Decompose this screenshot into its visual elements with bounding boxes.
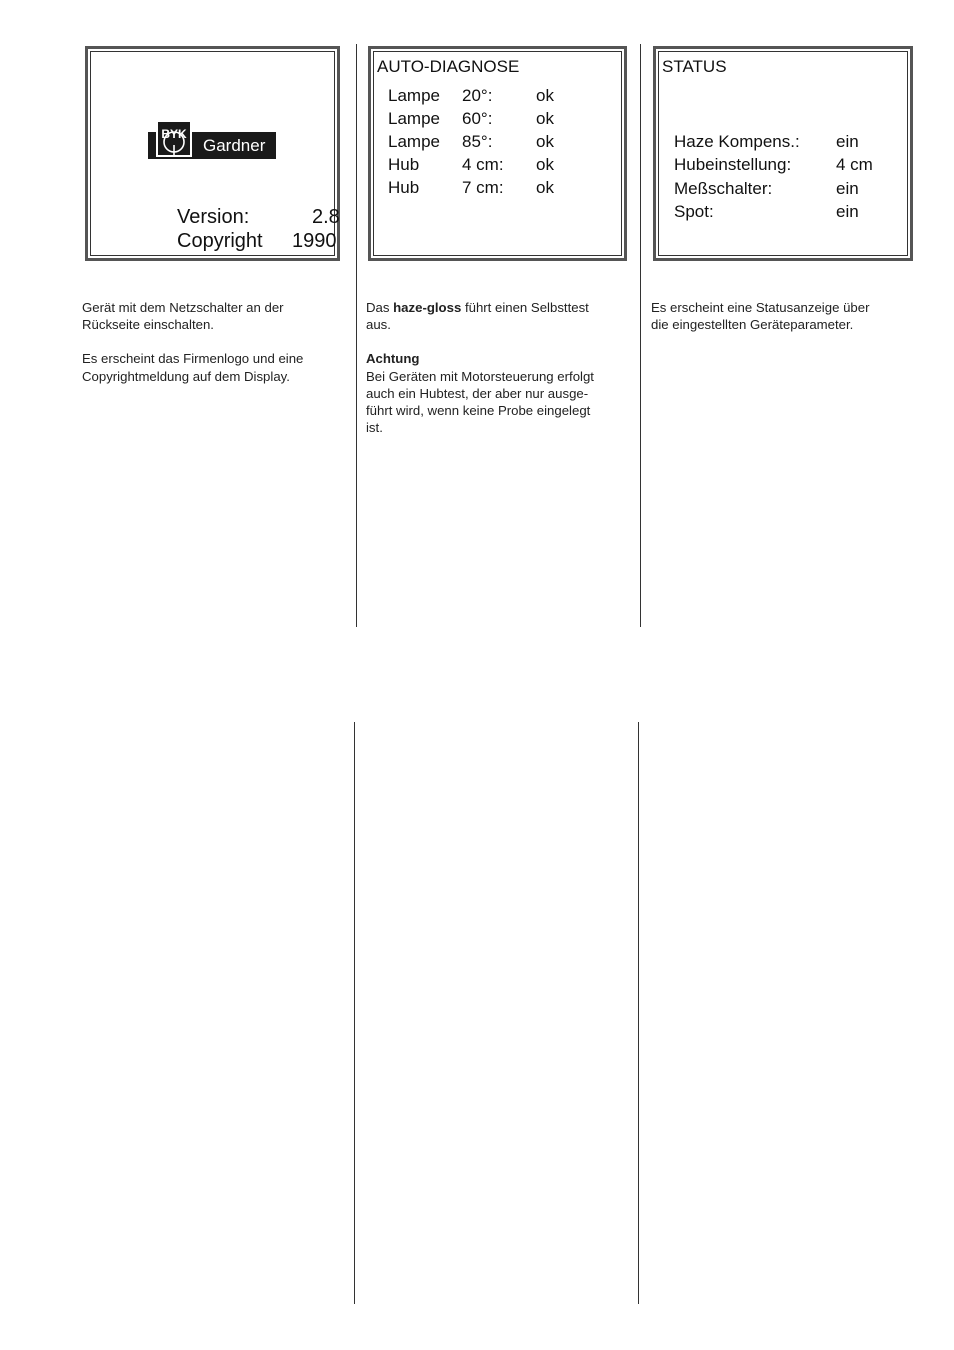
startup-display <box>85 46 340 261</box>
selftest-description <box>366 299 621 453</box>
status-value: ein <box>836 202 859 221</box>
screen-title: AUTO-DIAGNOSE <box>377 57 520 76</box>
test-name: Lampe <box>388 132 440 151</box>
test-name: Hub <box>388 178 420 197</box>
status-description <box>651 299 906 350</box>
status-value: 4 cm <box>836 155 873 174</box>
column-divider-bottom-2 <box>638 722 639 1304</box>
test-name: Hub <box>388 155 420 174</box>
startup-description <box>82 299 337 402</box>
status-label: Haze Kompens.: <box>674 132 800 151</box>
test-param: 7 cm: <box>462 178 504 197</box>
test-param: 20°: <box>462 86 493 105</box>
test-param: 4 cm: <box>462 155 504 174</box>
test-param: 85°: <box>462 132 493 151</box>
note: Achtung Bei Geräten mit Motorsteuerung erfolgt auch ein Hubtest, der aber nur ausge- führt wird, wenn keine Probe eingelegt ist. <box>366 350 621 436</box>
test-result: ok <box>536 109 554 128</box>
status-label: Spot: <box>674 202 714 221</box>
paragraph: Das haze-gloss führt einen Selbsttest aus. <box>366 300 589 333</box>
status-display <box>653 46 913 261</box>
test-result: ok <box>536 132 554 151</box>
test-name: Lampe <box>388 109 440 128</box>
test-result: ok <box>536 86 554 105</box>
screen-title: STATUS <box>662 57 727 76</box>
status-value: ein <box>836 132 859 151</box>
test-param: 60°: <box>462 109 493 128</box>
paragraph: Es erscheint das Firmenlogo und eine Copyrightmeldung auf dem Display. <box>82 351 304 384</box>
copyright-label: Copyright <box>177 230 263 252</box>
status-label: Meßschalter: <box>674 179 773 198</box>
status-value: ein <box>836 179 859 198</box>
column-divider-top-1 <box>356 44 357 627</box>
paragraph: Gerät mit dem Netzschalter an der Rückseite einschalten. <box>82 300 284 333</box>
byk-badge-icon <box>156 120 192 157</box>
version-value: 2.8 <box>312 206 340 228</box>
column-divider-top-2 <box>640 44 641 627</box>
test-result: ok <box>536 155 554 174</box>
product-name: haze-gloss <box>393 300 462 315</box>
paragraph: Es erscheint eine Statusanzeige über die eingestellten Geräteparameter. <box>651 300 870 333</box>
version-label: Version: <box>177 206 250 228</box>
byk-gardner-logo <box>148 120 276 159</box>
column-divider-bottom-1 <box>354 722 355 1304</box>
logo-wordmark: Gardner <box>203 136 266 155</box>
test-name: Lampe <box>388 86 440 105</box>
test-result: ok <box>536 178 554 197</box>
auto-diagnose-display <box>368 46 627 261</box>
status-label: Hubeinstellung: <box>674 155 792 174</box>
copyright-value: 1990 <box>292 230 337 252</box>
note-heading: Achtung <box>366 351 420 367</box>
svg-text:BYK: BYK <box>161 127 187 141</box>
